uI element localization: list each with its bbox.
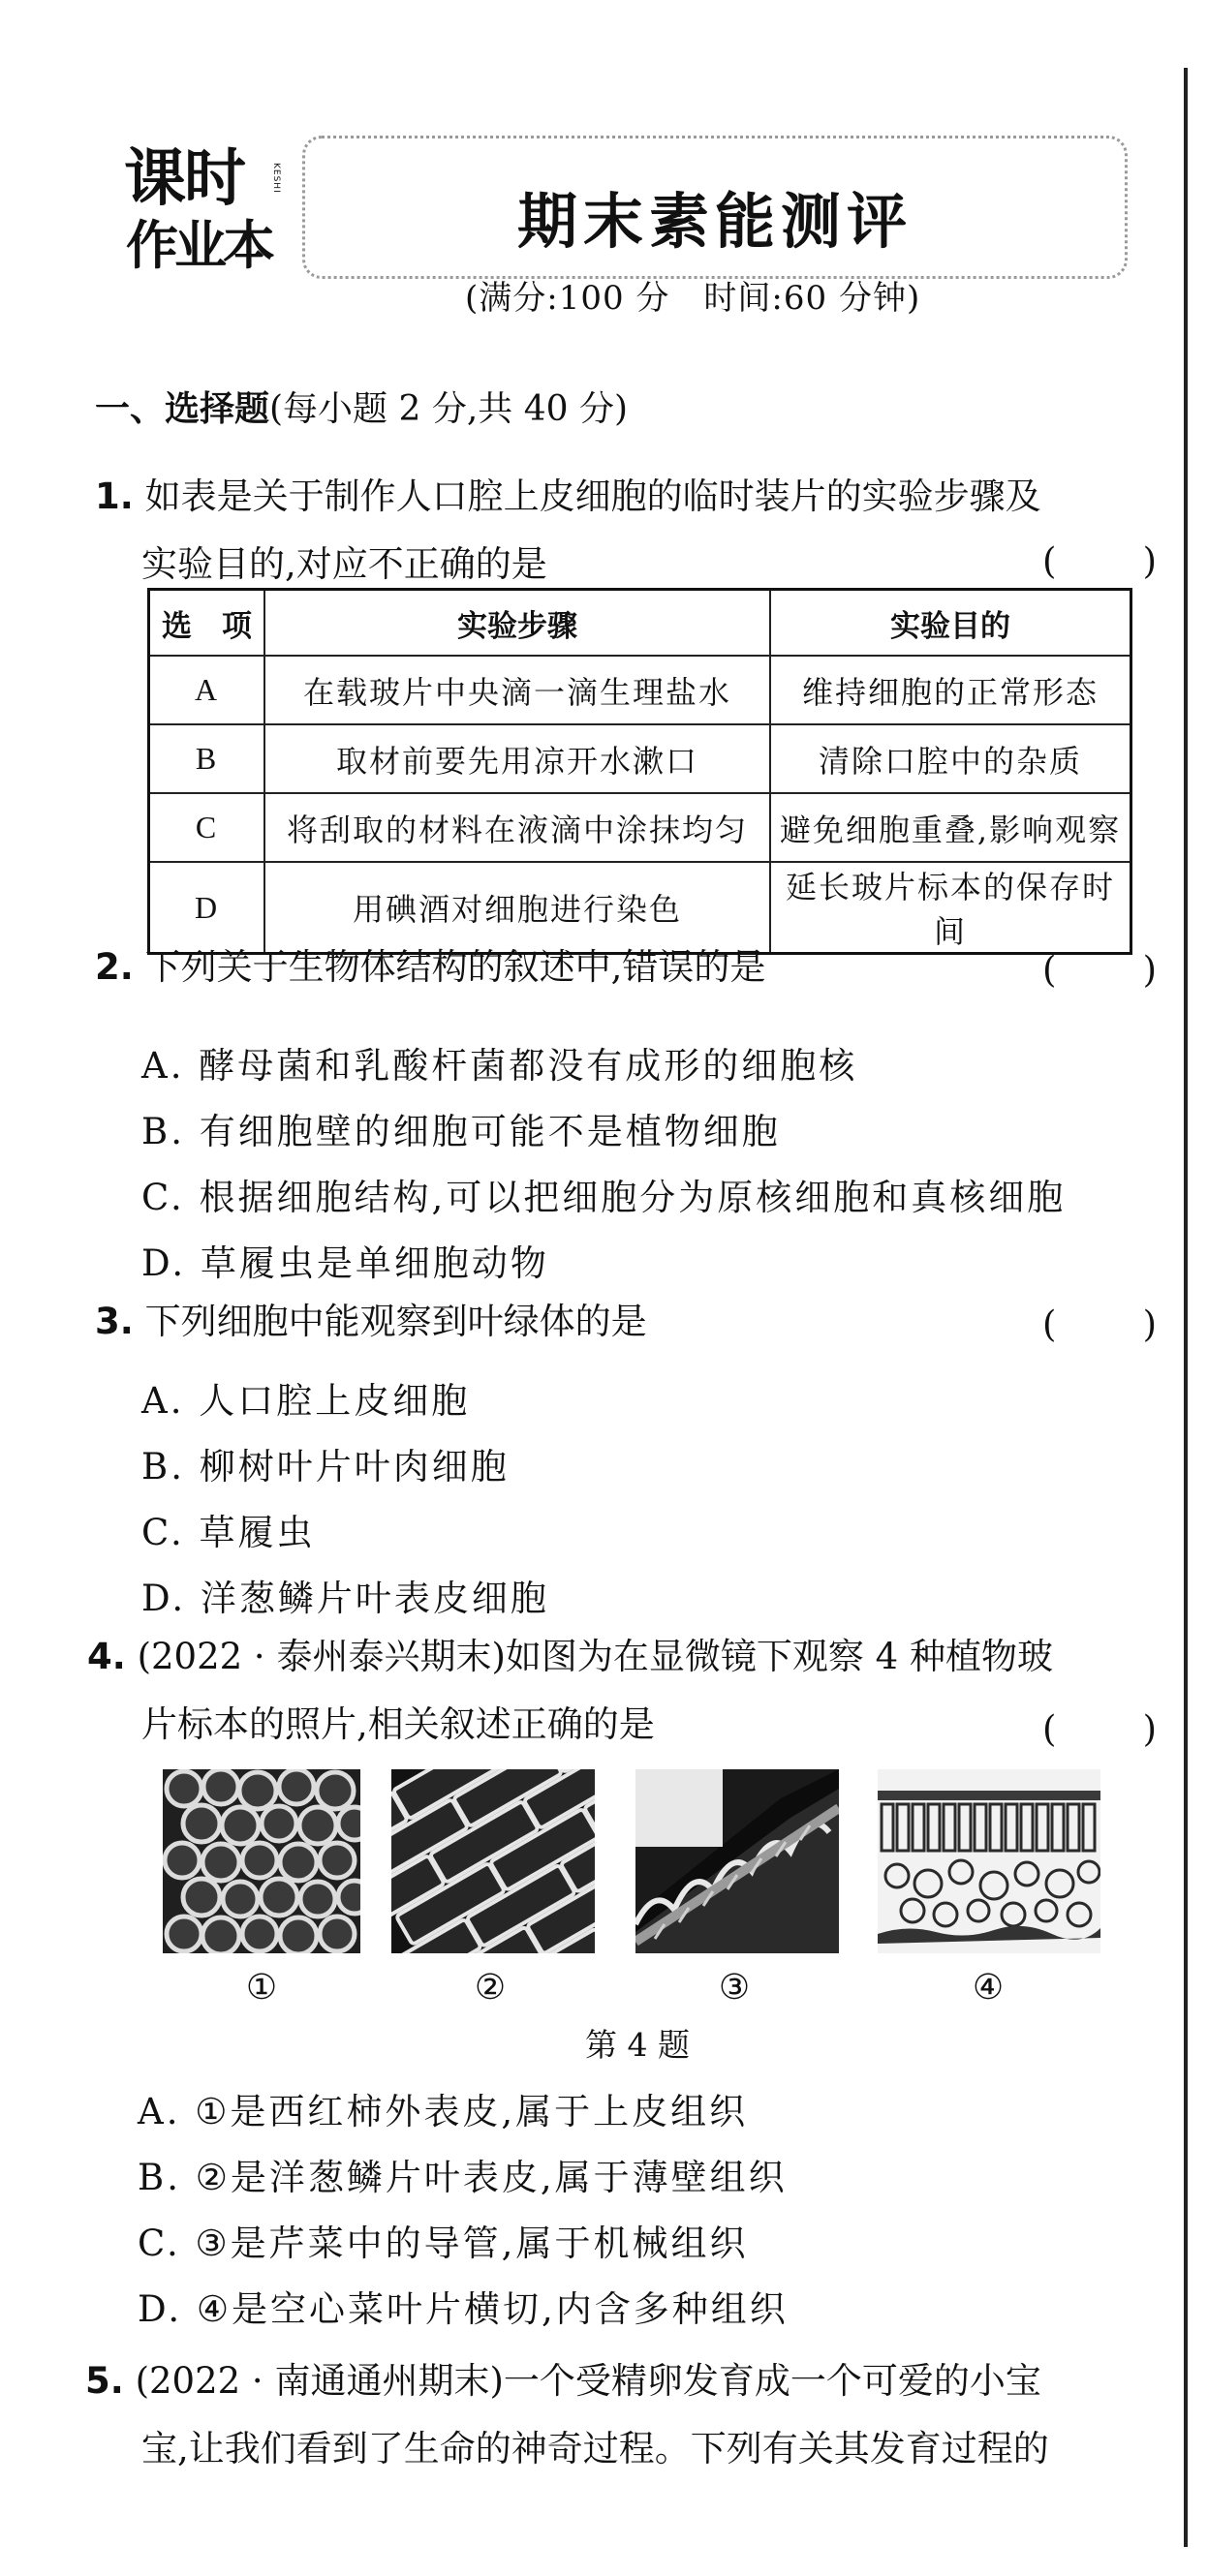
table-cell: D [149, 862, 265, 954]
table-cell: 在载玻片中央滴一滴生理盐水 [264, 656, 770, 724]
micrograph-tomato-epidermis [163, 1769, 360, 1953]
answer-blank [1042, 1303, 1157, 1345]
table-header: 实验步骤 [264, 590, 770, 657]
paren-right: ) [1142, 949, 1157, 991]
table-row [149, 724, 1131, 793]
paren-right: ) [1142, 1303, 1157, 1345]
question-text: (2022 · 南通通州期末)一个受精卵发育成一个可爱的小宝 [135, 2360, 1041, 2402]
table-cell: B [149, 724, 265, 793]
experiment-table [147, 588, 1132, 955]
question-number: 1. [95, 475, 134, 517]
question-number: 2. [95, 946, 134, 988]
table-cell: 维持细胞的正常形态 [770, 656, 1131, 724]
brand-line1: 课时 [124, 143, 244, 215]
question-1-line2: 实验目的,对应不正确的是 [141, 543, 547, 585]
page-edge-rule [1184, 68, 1188, 2547]
question-number: 5. [85, 2360, 124, 2402]
section-title: 一、选择题 [95, 389, 270, 429]
table-cell: C [149, 793, 265, 862]
answer-blank [1042, 949, 1157, 991]
exam-info: (满分:100 分 时间:60 分钟) [465, 279, 921, 318]
micrograph-celery-vessel [635, 1769, 839, 1953]
paren-left: ( [1042, 1303, 1057, 1345]
brand-pinyin: KESHI [271, 163, 281, 194]
brand-logo [124, 145, 289, 291]
table-cell: 避免细胞重叠,影响观察 [770, 793, 1131, 862]
table-cell: 用碘酒对细胞进行染色 [264, 862, 770, 954]
table-header: 选 项 [149, 590, 265, 657]
section-heading [95, 382, 628, 431]
table-row [149, 793, 1131, 862]
question-1-line1 [95, 463, 1041, 531]
option-a: A. 人口腔上皮细胞 [141, 1380, 471, 1422]
option-d: D. ④是空心菜叶片横切,内含多种组织 [138, 2288, 789, 2330]
option-c: C. 草履虫 [141, 1512, 316, 1553]
paren-right: ) [1142, 540, 1157, 582]
option-b: B. 柳树叶片叶肉细胞 [141, 1446, 510, 1487]
table-cell: A [149, 656, 265, 724]
table-cell: 清除口腔中的杂质 [770, 724, 1131, 793]
paren-left: ( [1042, 540, 1057, 582]
option-b: B. 有细胞壁的细胞可能不是植物细胞 [141, 1111, 781, 1152]
question-text: 下列细胞中能观察到叶绿体的是 [144, 1301, 647, 1342]
question-2 [95, 934, 765, 1001]
option-d: D. 洋葱鳞片叶表皮细胞 [141, 1578, 549, 1619]
micrograph-leaf-cross-section [878, 1769, 1100, 1953]
paren-left: ( [1042, 949, 1057, 991]
question-4-line2: 片标本的照片,相关叙述正确的是 [141, 1703, 655, 1745]
table-row [149, 656, 1131, 724]
table-header-row [149, 590, 1131, 657]
question-4-line1 [87, 1623, 1053, 1691]
option-b: B. ②是洋葱鳞片叶表皮,属于薄壁组织 [138, 2157, 788, 2198]
answer-blank [1042, 1708, 1157, 1750]
paren-right: ) [1142, 1708, 1157, 1750]
section-note: (每小题 2 分,共 40 分) [269, 389, 629, 429]
figure-label-1: ① [245, 1968, 278, 2008]
figure-label-2: ② [474, 1968, 507, 2008]
figure-caption: 第 4 题 [585, 2026, 690, 2064]
micrograph-onion-epidermis [391, 1769, 595, 1953]
table-cell: 延长玻片标本的保存时间 [770, 862, 1131, 954]
figure-label-3: ③ [718, 1968, 751, 2008]
question-number: 3. [95, 1301, 134, 1342]
question-number: 4. [87, 1636, 126, 1677]
page-title: 期末素能测评 [516, 186, 913, 257]
option-a: A. ①是西红柿外表皮,属于上皮组织 [138, 2091, 749, 2132]
question-text: (2022 · 泰州泰兴期末)如图为在显微镜下观察 4 种植物玻 [137, 1636, 1053, 1677]
table-cell: 将刮取的材料在液滴中涂抹均匀 [264, 793, 770, 862]
option-d: D. 草履虫是单细胞动物 [141, 1242, 549, 1284]
option-c: C. ③是芹菜中的导管,属于机械组织 [138, 2223, 749, 2264]
brand-line2: 作业本 [126, 215, 271, 276]
table-cell: 取材前要先用凉开水漱口 [264, 724, 770, 793]
question-5-line1 [85, 2347, 1041, 2415]
option-c: C. 根据细胞结构,可以把细胞分为原核细胞和真核细胞 [141, 1177, 1067, 1218]
title-frame [302, 136, 1128, 279]
option-a: A. 酵母菌和乳酸杆菌都没有成形的细胞核 [141, 1045, 858, 1087]
figure-label-4: ④ [972, 1968, 1005, 2008]
question-3 [95, 1288, 647, 1356]
question-5-line2: 宝,让我们看到了生命的神奇过程。下列有关其发育过程的 [141, 2428, 1049, 2469]
paren-left: ( [1042, 1708, 1057, 1750]
question-text: 下列关于生物体结构的叙述中,错误的是 [144, 946, 766, 988]
table-header: 实验目的 [770, 590, 1131, 657]
answer-blank [1042, 540, 1157, 582]
question-text: 如表是关于制作人口腔上皮细胞的临时装片的实验步骤及 [144, 475, 1041, 517]
